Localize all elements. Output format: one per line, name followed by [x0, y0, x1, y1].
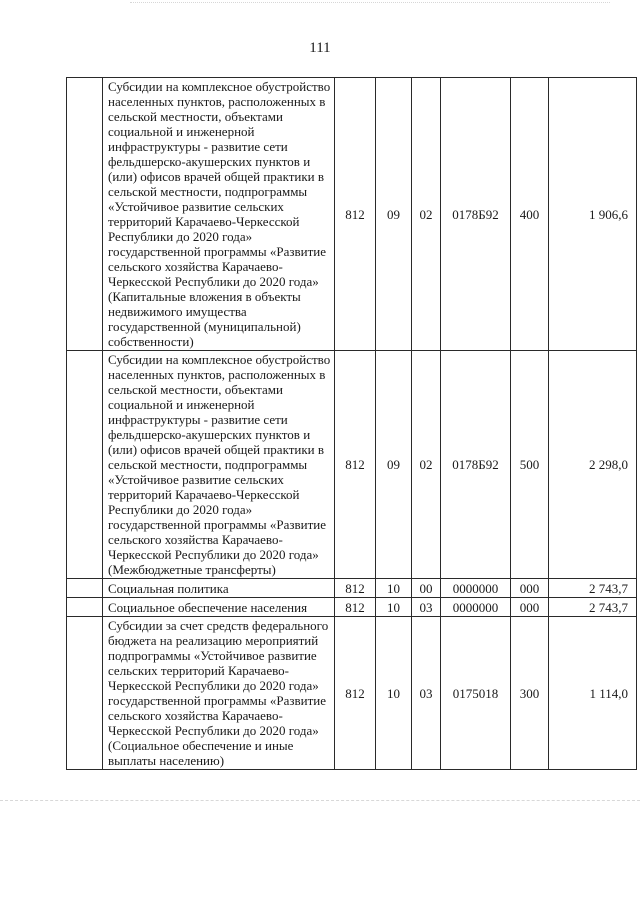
csr-cell: 0175018 — [441, 617, 511, 770]
table-row — [67, 351, 637, 579]
gr-cell: 812 — [335, 617, 376, 770]
page-number: 111 — [309, 40, 331, 56]
gr-cell: 812 — [335, 598, 376, 617]
csr-cell: 0178Б92 — [441, 78, 511, 351]
pr-cell: 03 — [412, 617, 441, 770]
table-row — [67, 78, 637, 351]
gr-cell: 812 — [335, 351, 376, 579]
vr-cell: 500 — [511, 351, 549, 579]
csr-cell: 0000000 — [441, 579, 511, 598]
scan-noise-top — [130, 2, 610, 17]
description-cell: Субсидии на комплексное обустройство населенных пунктов, расположенных в сельской местности, объектами социальной и инженерной инфраструктуры - развитие сети фельдшерско-акушерских пунктов и (или) офисов врачей общей практики в сельской местности, подпрограммы «Устойчивое развитие сельских территорий Карачаево-Черкесской Республики до 2020 года» государственной программы «Развитие сельского хозяйства Карачаево-Черкесской Республики до 2020 года» (Капитальные вложения в объекты недвижимого имущества государственной (муниципальной) собственности) — [103, 78, 335, 351]
vr-cell: 300 — [511, 617, 549, 770]
gr-cell: 812 — [335, 579, 376, 598]
pr-cell: 02 — [412, 351, 441, 579]
description-cell: Социальное обеспечение населения — [103, 598, 335, 617]
pr-cell: 00 — [412, 579, 441, 598]
amount-cell: 2 743,7 — [549, 598, 637, 617]
gr-cell: 812 — [335, 78, 376, 351]
vr-cell: 000 — [511, 598, 549, 617]
table-row — [67, 579, 637, 598]
rz-cell: 09 — [376, 78, 412, 351]
row-number-cell — [67, 78, 103, 351]
description-cell: Субсидии за счет средств федерального бюджета на реализацию мероприятий подпрограммы «Устойчивое развитие сельских территорий Карачаево-Черкесской Республики до 2020 года» государственной программы «Развитие сельского хозяйства Карачаево-Черкесской Республики до 2020 года» (Социальное обеспечение и иные выплаты населению) — [103, 617, 335, 770]
row-number-cell — [67, 617, 103, 770]
vr-cell: 400 — [511, 78, 549, 351]
row-number-cell — [67, 598, 103, 617]
vr-cell: 000 — [511, 579, 549, 598]
budget-table — [66, 77, 637, 770]
csr-cell: 0000000 — [441, 598, 511, 617]
csr-cell: 0178Б92 — [441, 351, 511, 579]
amount-cell: 2 298,0 — [549, 351, 637, 579]
amount-cell: 1 906,6 — [549, 78, 637, 351]
scan-noise-bottom — [0, 800, 640, 803]
rz-cell: 10 — [376, 617, 412, 770]
amount-cell: 2 743,7 — [549, 579, 637, 598]
rz-cell: 09 — [376, 351, 412, 579]
rz-cell: 10 — [376, 598, 412, 617]
row-number-cell — [67, 351, 103, 579]
description-cell: Субсидии на комплексное обустройство населенных пунктов, расположенных в сельской местности, объектами социальной и инженерной инфраструктуры - развитие сети фельдшерско-акушерских пунктов и (или) офисов врачей общей практики в сельской местности, подпрограммы «Устойчивое развитие сельских территорий Карачаево-Черкесской Республики до 2020 года» государственной программы «Развитие сельского хозяйства Карачаево-Черкесской Республики до 2020 года» (Межбюджетные трансферты) — [103, 351, 335, 579]
table-row — [67, 598, 637, 617]
row-number-cell — [67, 579, 103, 598]
description-cell: Социальная политика — [103, 579, 335, 598]
pr-cell: 02 — [412, 78, 441, 351]
amount-cell: 1 114,0 — [549, 617, 637, 770]
rz-cell: 10 — [376, 579, 412, 598]
pr-cell: 03 — [412, 598, 441, 617]
table-row — [67, 617, 637, 770]
